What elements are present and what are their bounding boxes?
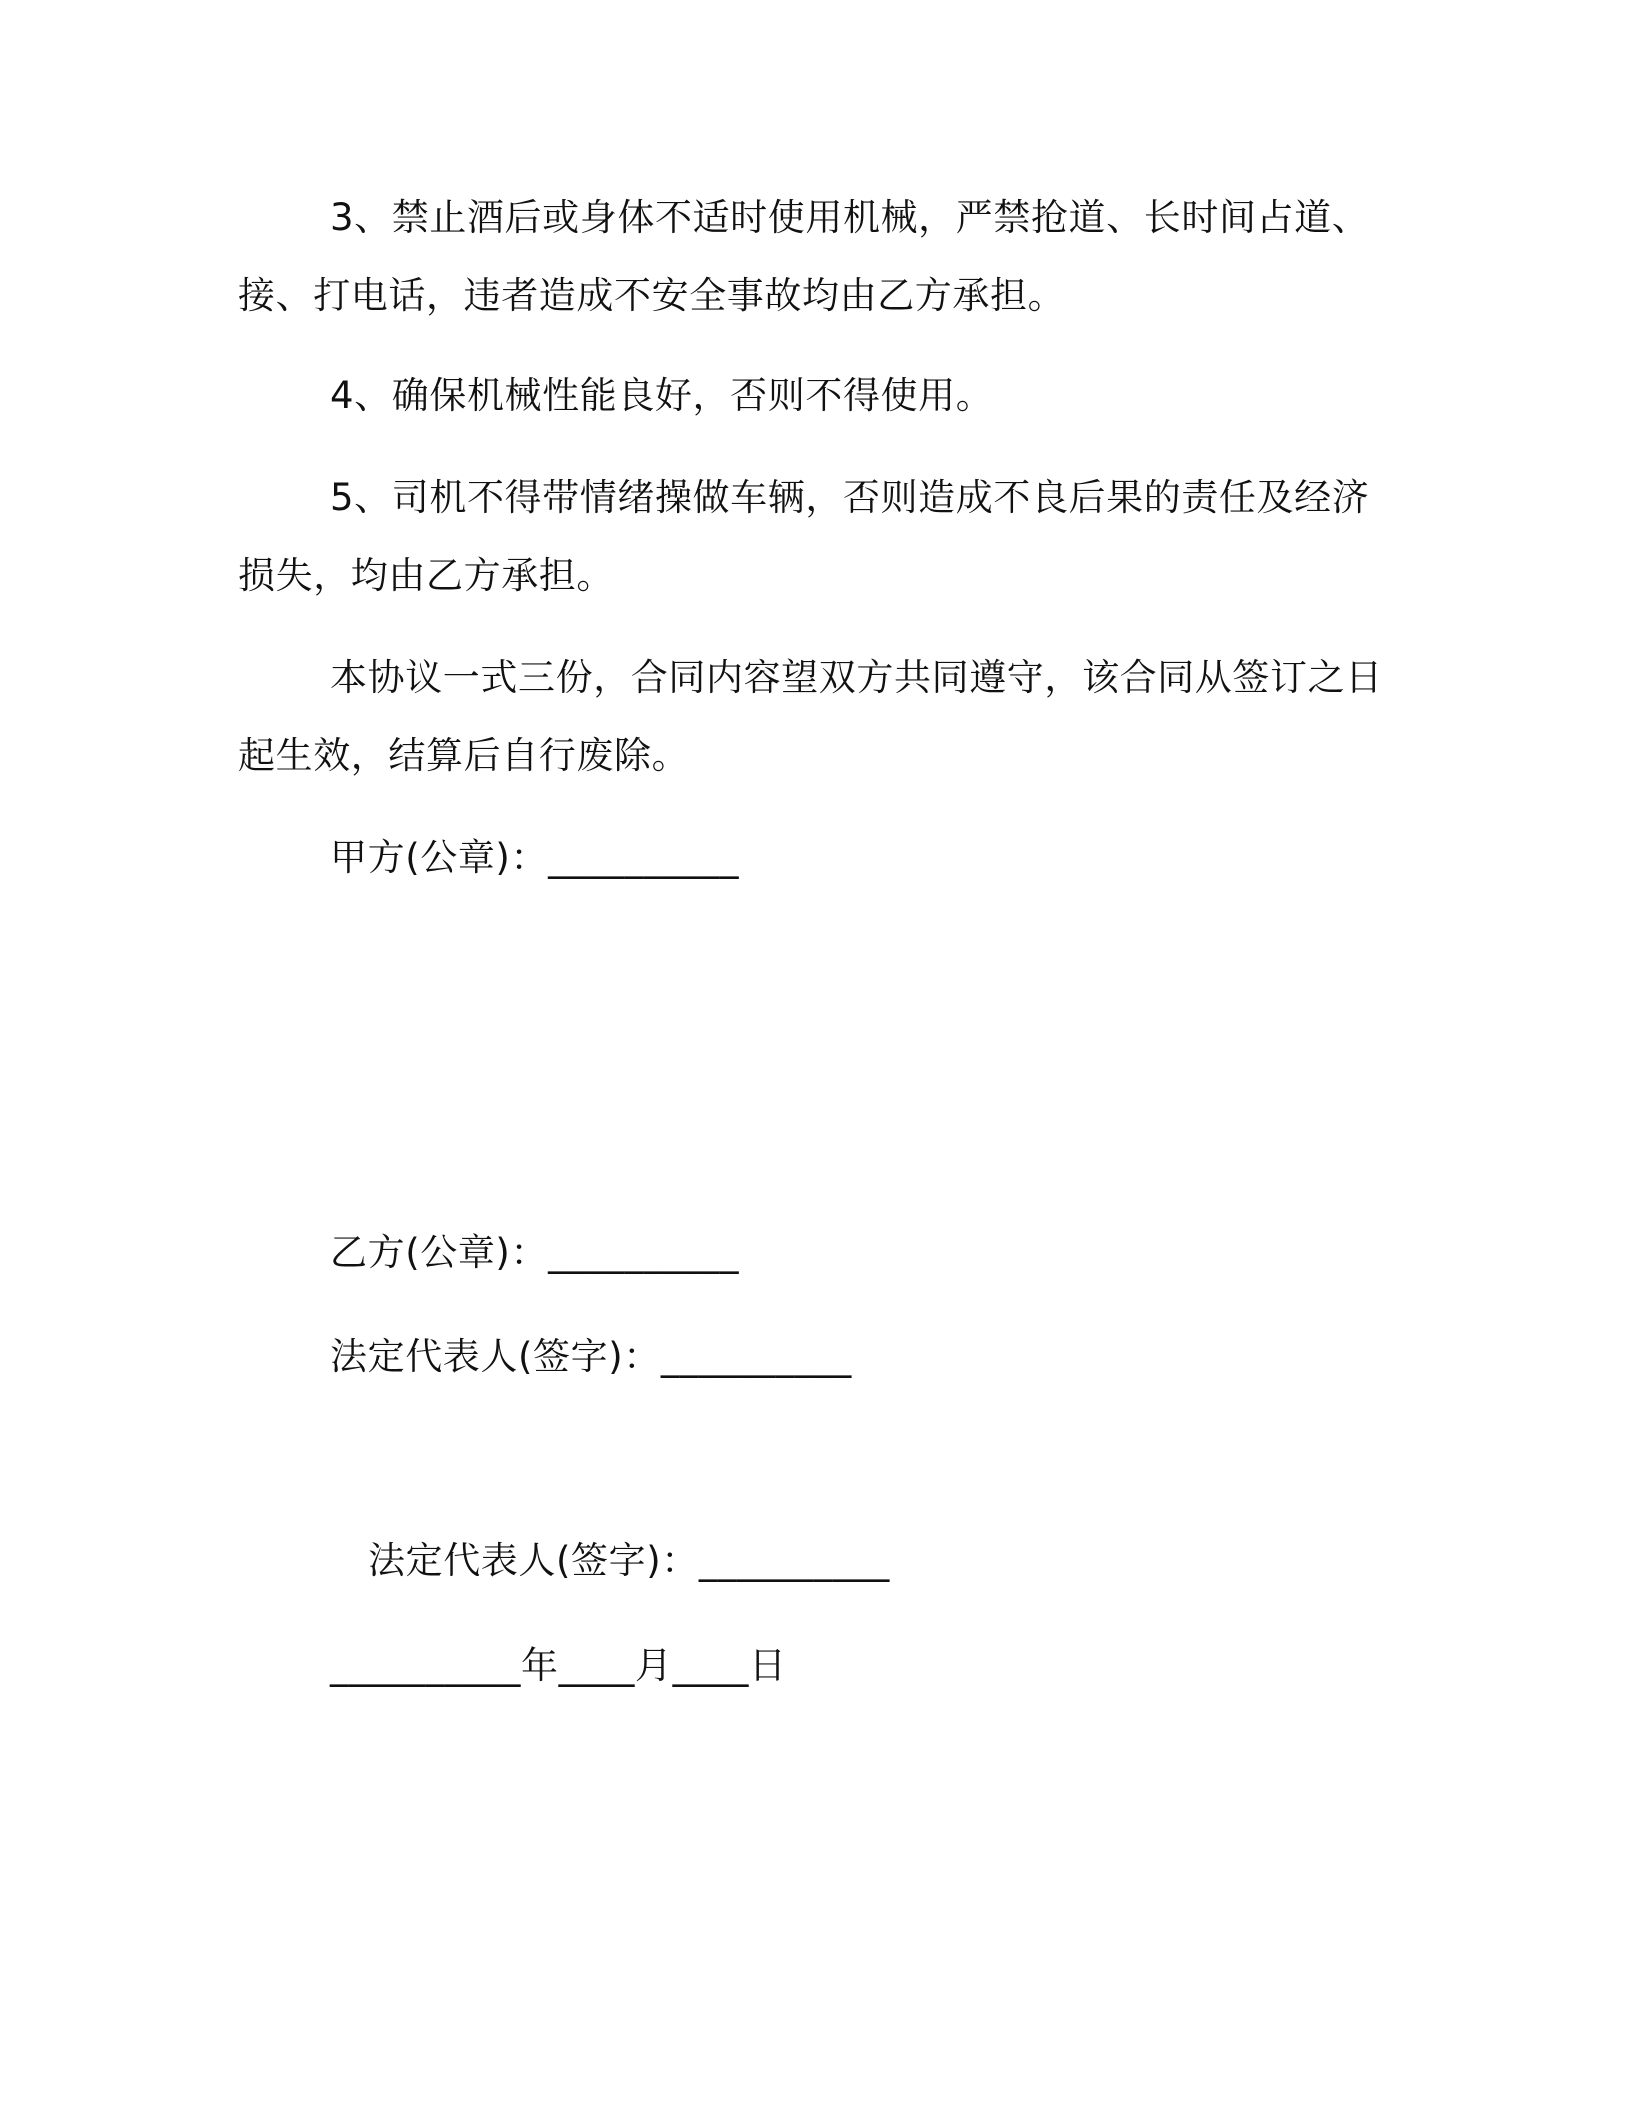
clause-5-line-1: 5、司机不得带情绪操做车辆，否则造成不良后果的责任及经济: [330, 476, 1370, 519]
legal-representative-signature-2: 法定代表人(签字)：__________: [368, 1539, 890, 1582]
agreement-line-2: 起生效，结算后自行废除。: [238, 734, 690, 777]
party-b-seal: 乙方(公章)：__________: [330, 1231, 740, 1274]
agreement-line-1: 本协议一式三份，合同内容望双方共同遵守，该合同从签订之日: [330, 656, 1383, 699]
clause-5-line-2: 损失，均由乙方承担。: [238, 554, 614, 597]
signing-date: __________年____月____日: [330, 1644, 787, 1687]
party-a-seal: 甲方(公章)：__________: [330, 836, 740, 879]
clause-3-line-1: 3、禁止酒后或身体不适时使用机械，严禁抢道、长时间占道、: [330, 196, 1370, 239]
clause-3-line-2: 接、打电话，违者造成不安全事故均由乙方承担。: [238, 274, 1066, 317]
legal-representative-signature-1: 法定代表人(签字)：__________: [330, 1335, 852, 1378]
clause-4-line-1: 4、确保机械性能良好，否则不得使用。: [330, 374, 994, 417]
